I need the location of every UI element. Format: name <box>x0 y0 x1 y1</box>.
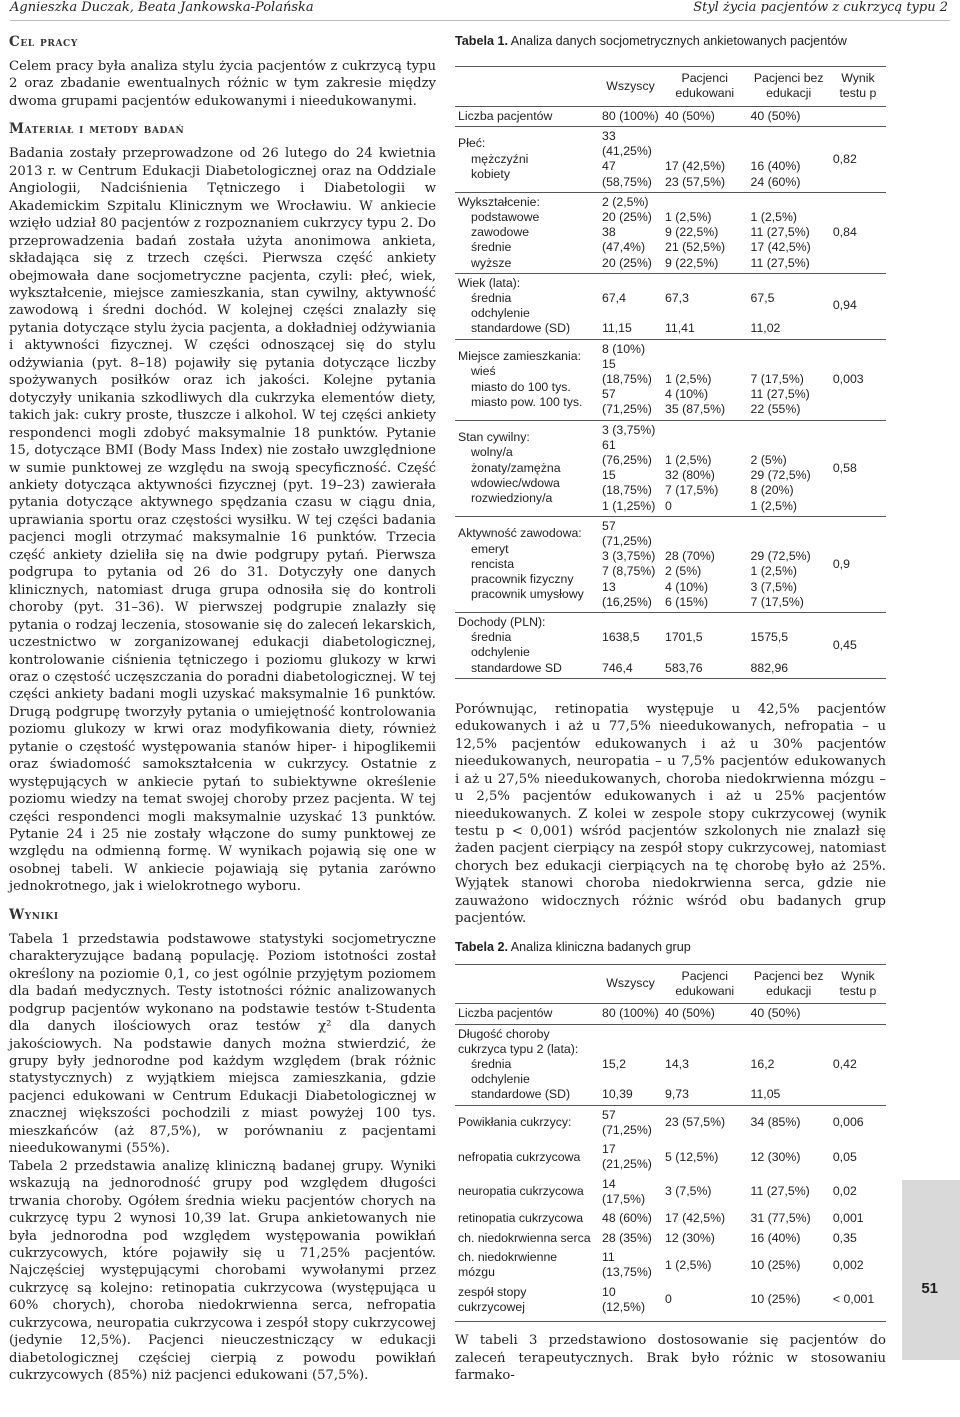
table-cell-line: 8 (20%) <box>750 483 794 498</box>
table2-empty-cell <box>830 1317 886 1322</box>
table-cell-line: 28 (70%) <box>665 549 715 564</box>
table2-row-label: ch. niedokrwienna serca <box>458 1230 591 1245</box>
table1-header-cell: Wszyscy <box>599 67 662 107</box>
table1-group-title: Miejsce zamieszkania: <box>458 349 582 364</box>
table1-row-label: rozwiedziony/a <box>471 490 553 505</box>
table1-row-label: pracownik umysłowy <box>471 587 584 602</box>
table1-value-cell <box>662 420 748 516</box>
table1 <box>455 66 886 679</box>
table2-row-label: nefropatia cukrzycowa <box>458 1149 581 1164</box>
table-cell-line: 2 (5%) <box>750 452 787 467</box>
paragraph-porownujac: Porównując, retinopatia występuje u 42,5% pacjentów edukowanych i aż u 77,5% nieedukowanych, nefropatia – u 12,5% pacjentów edukowanych i aż u 30% pacjentów nieedukowanych, neuropatia – u 7,5% pacjentów edukowanych i aż u 27,5% nieedukowanych, choroba niedokrwienna mózgu – u 2,5% pacjentów edukowanych i aż u 25% pacjentów nieedukowanych. Z kolei w zespole stopy cukrzycowej (wynik testu p < 0,001) wśród pacjentów szkolonych nie znalazł się żaden pacjent cierpiący na zespół stopy cukrzycowej, natomiast chorych bez edukacji cierpiących na tę chorobę było aż 25%. Wyjątek stanowi choroba niedokrwienna serca, gdzie nie zauważono widocznych różnic wśród obu badanych grup pacjentów. <box>455 701 886 927</box>
table2-p-value: 0,002 <box>832 1257 864 1272</box>
paragraph-cel: Celem pracy była analiza stylu życia pacjentów z cukrzycą typu 2 oraz zbadanie ewentualnych różnic w tym zakresie między dwoma grupami pacjentów edukowanymi i nieedukowanymi. <box>9 59 436 109</box>
table-cell-line: 38 (47,4%) <box>602 225 646 255</box>
table2-header-cell <box>455 964 599 1004</box>
table2-complication-row <box>455 1283 886 1318</box>
table2-cell: Liczba pacjentów <box>455 1004 599 1024</box>
table1-p-value: 0,9 <box>830 516 886 612</box>
table2-p-value: < 0,001 <box>832 1292 875 1307</box>
table1-row-label: średnia <box>471 630 512 645</box>
table2 <box>455 964 886 1322</box>
table2-p-value: 0,35 <box>832 1230 857 1245</box>
table2-value-cell: 28 (35%) <box>602 1230 652 1245</box>
table1-group-label <box>455 339 599 420</box>
table1-row-label: podstawowe <box>471 209 540 224</box>
table1-value-cell <box>599 516 662 612</box>
table1-group-label <box>455 612 599 678</box>
paragraph-wyniki-2: Tabela 2 przedstawia analizę kliniczną badanej grupy. Wyniki wskazują na jednorodność grupy pod względem długości trwania choroby. Ogółem średnia wieku pacjentów chorych na cukrzycę typu 2 wynosi 10,39 lat. Grupa ankietowanych nie była jednorodna pod względem występowania powikłań cukrzycowych, które pojawiły się u 71,25% pacjentów. Najczęściej występującymi chorobami wywołanymi przez cukrzycę są kolejno: retinopatia cukrzycowa (występująca u 60% chorych), choroba niedokrwienna serca, nefropatia cukrzycowa, neuropatia cukrzycowa i zespół stopy cukrzycowej (jedynie 12,5%). Pacjenci nieuczestniczący w edukacji diabetologicznej częściej cierpią z powodu powikłań cukrzycowych (85%) niż pacjenci edukowani (57,5%). <box>9 1158 436 1384</box>
table2-cell: 80 (100%) <box>599 1004 662 1024</box>
table1-value-cell <box>662 192 748 273</box>
table2-complication-row <box>455 1209 886 1228</box>
table2-value-cell: 12 (30%) <box>750 1149 801 1164</box>
table-cell-line: 3 (3,75%) <box>602 549 656 564</box>
table1-value-cell <box>748 273 830 339</box>
table-cell-line <box>602 645 659 660</box>
table-cell-line <box>751 306 827 321</box>
table1-caption <box>455 34 886 48</box>
table1-cell: 40 (50%) <box>662 106 748 126</box>
table-cell-line: 57 (71,25%) <box>602 387 652 417</box>
header-rule <box>10 20 950 21</box>
table-cell-line: 4 (10%) <box>665 387 709 402</box>
table1-row-label: średnia <box>471 290 512 305</box>
table2-row-label: standardowe (SD) <box>471 1087 571 1102</box>
table2-row-label: odchylenie <box>471 1072 530 1087</box>
table-cell-line: 61 (76,25%) <box>602 437 652 467</box>
table-cell-line: 17 (42,5%) <box>665 159 726 174</box>
table2-value-cell: 16 (40%) <box>750 1230 801 1245</box>
table1-row-label: rencista <box>471 556 515 571</box>
table-cell-line: 47 (58,75%) <box>602 159 652 189</box>
table2-value-cell <box>599 1024 662 1105</box>
table1-row-label: wdowiec/wdowa <box>471 475 560 490</box>
table2-value-cell: 48 (60%) <box>602 1211 652 1226</box>
table-cell-line <box>665 645 745 660</box>
running-header-authors: Agnieszka Duczak, Beata Jankowska-Polańska <box>10 0 314 15</box>
table1-header-row <box>455 67 886 107</box>
section-heading-wyniki: Wyniki <box>9 906 59 923</box>
table-cell-line <box>665 306 745 321</box>
page-edge-tab <box>902 1180 960 1360</box>
table2-value-cell: 57 (71,25%) <box>602 1107 652 1137</box>
table1-p-value: 0,84 <box>830 192 886 273</box>
section-heading-cel: Cel pracy <box>9 34 78 50</box>
table1-row-label: mężczyźni <box>471 151 529 166</box>
table1-group-label <box>455 420 599 516</box>
table1-value-cell <box>599 339 662 420</box>
table2-value-cell: 11 (27,5%) <box>750 1184 810 1199</box>
table-cell-line: 3 (3,75%) <box>602 422 656 437</box>
table2-group-title: Długość choroby cukrzyca typu 2 (lata): <box>458 1026 579 1056</box>
table-cell-line: 67,4 <box>602 290 626 305</box>
table-cell-line: 33 (41,25%) <box>602 128 652 159</box>
table-cell-line: 11,41 <box>665 321 695 336</box>
table2-value-cell: 12 (30%) <box>665 1230 715 1245</box>
left-column <box>9 34 436 1385</box>
table-cell-line: 29 (72,5%) <box>750 468 811 483</box>
table-cell-line: 9 (22,5%) <box>665 255 719 270</box>
table1-group-title: Aktywność zawodowa: <box>458 526 582 541</box>
table1-p-value: 0,45 <box>830 612 886 678</box>
table1-label: Tabela 1. <box>455 34 508 48</box>
table-cell-line: 11,05 <box>750 1087 781 1102</box>
table2-value-cell: 10 (25%) <box>750 1257 801 1272</box>
table-cell-line: 20 (25%) <box>602 209 652 224</box>
table-cell-line <box>602 306 659 321</box>
table2-empty-cell <box>662 1317 748 1322</box>
table-cell-line: 1 (2,5%) <box>665 209 712 224</box>
table-cell-line: 11,15 <box>602 321 632 336</box>
table1-value-cell <box>662 126 748 192</box>
table2-cell <box>830 1004 886 1024</box>
table2-row-label: średnia <box>471 1056 512 1071</box>
table-cell-line: 1575,5 <box>750 630 789 645</box>
table2-value-cell: 5 (12,5%) <box>665 1149 719 1164</box>
right-column <box>455 34 886 1385</box>
table2-header-row <box>455 964 886 1004</box>
table2-p-value: 0,05 <box>832 1149 857 1164</box>
table1-cell: 80 (100%) <box>599 106 662 126</box>
table-cell-line: 746,4 <box>602 660 633 675</box>
table-cell-line: 15 (18,75%) <box>602 468 652 498</box>
table2-row-label: zespół stopy cukrzycowej <box>458 1284 527 1314</box>
table2-p-value: 0,02 <box>832 1184 857 1199</box>
table-cell-line: 0 <box>665 498 672 513</box>
table2-header-cell: Wynik testu p <box>830 964 886 1004</box>
table1-group-row <box>455 192 886 273</box>
table-cell-line: 1 (1,25%) <box>602 498 656 513</box>
table-cell-line: 4 (10%) <box>665 579 709 594</box>
table-cell-line: 7 (17,5%) <box>750 371 804 386</box>
table-cell-line: 1 (2,5%) <box>665 371 712 386</box>
table1-value-cell <box>662 339 748 420</box>
table-cell-line: 13 (16,25%) <box>602 579 652 609</box>
table2-cell: 40 (50%) <box>662 1004 748 1024</box>
table2-value-cell: 23 (57,5%) <box>665 1115 726 1130</box>
table-cell-line: 7 (17,5%) <box>665 483 719 498</box>
table-cell-line: 7 (8,75%) <box>602 564 656 579</box>
table1-value-cell <box>599 192 662 273</box>
paragraph-tabela3: W tabeli 3 przedstawiono dostosowanie się pacjentów do zaleceń terapeutycznych. Brak było różnic w stosowaniu farmako- <box>455 1333 886 1384</box>
table2-value-cell: 34 (85%) <box>750 1115 801 1130</box>
table1-group-row <box>455 516 886 612</box>
table-cell-line: 16 (40%) <box>750 159 801 174</box>
table2-empty-cell <box>599 1317 662 1322</box>
table-cell-line: 583,76 <box>665 660 703 675</box>
table2-value-cell: 3 (7,5%) <box>665 1184 712 1199</box>
table1-value-cell <box>748 420 830 516</box>
table1-row-label: wyższe <box>471 255 512 270</box>
table2-header-cell: Pacjenci edukowani <box>662 964 748 1004</box>
table2-value-cell <box>662 1024 748 1105</box>
table-cell-line <box>665 1072 745 1087</box>
table-cell-line: 9,73 <box>665 1087 689 1102</box>
table-cell-line: 15,2 <box>602 1056 626 1071</box>
table-cell-line: 1 (2,5%) <box>665 452 712 467</box>
table1-group-title: Stan cywilny: <box>458 430 530 445</box>
table1-row-label: wolny/a <box>471 445 513 460</box>
table2-complication-row <box>455 1317 886 1322</box>
table1-value-cell <box>662 612 748 678</box>
table-cell-line: 2 (2,5%) <box>602 194 649 209</box>
table1-cell: Liczba pacjentów <box>455 106 599 126</box>
table2-value-cell <box>748 1024 830 1105</box>
table2-complication-row <box>455 1248 886 1283</box>
table2-value-cell: 11 (13,75%) <box>602 1249 652 1280</box>
table2-complications-title-row <box>455 1105 886 1140</box>
table2-header-cell: Wszyscy <box>599 964 662 1004</box>
table1-header-cell: Pacjenci bez edukacji <box>748 67 830 107</box>
table2-complication-row <box>455 1175 886 1210</box>
table-cell-line: 10,39 <box>602 1087 633 1102</box>
table1-row-label: pracownik fizyczny <box>471 571 574 586</box>
table-cell-line: 1 (2,5%) <box>750 209 798 224</box>
table2-group-title: Powikłania cukrzycy: <box>458 1115 572 1130</box>
paragraph-metody: Badania zostały przeprowadzone od 26 lutego do 24 kwietnia 2013 r. w Centrum Edukacji Diabetologicznej oraz na Oddziale Angiologii, Nadciśnienia Tętniczego i Diabetologii w Akademickim Szpitalu Klinicznym we Wrocławiu. W ankiecie wzięło udział 80 pacjentów z rozpoznaniem cukrzycy typu 2. Do przeprowadzenia badań została użyta anonimowa ankieta, składająca się z trzech części. Pierwsza część ankiety obejmowała dane socjometryczne pacjenta, czyli: płeć, wiek, wykształcenie, miejsce zamieszkania, stan cywilny, aktywność zawodową i średni dochód. W kolejnej części znalazły się pytania dotyczące stylu życia pacjenta, a dokładniej odżywiania i aktywności fizycznej. W części odnoszącej się do stylu odżywiania (pyt. 8–18) pojawiły się pytania dotyczące liczby spożywanych posiłków oraz ich jakości. Kolejne pytania dotyczyły unikania szkodliwych dla cukrzyka elementów diety, takich jak: cukry proste, tłuszcze i alkohol. W tej części ankiety respondenci mogli zdobyć maksymalnie 18 punktów. Pytanie 15, dotyczące BMI (Body Mass Index) nie zostało uwzględnione w sumie punktowej ze względu na swoją specyficzność. Część ankiety dotycząca aktywności fizycznej (pyt. 19–23) zawierała pytania dotyczące aktywnego spędzania czasu w ciągu dnia, uprawiania sportu oraz częstości wysiłku. W tej części badania pacjenci mogli otrzymać maksymalnie 16 punktów. Trzecia część ankiety dzieliła się na dwie podgrupy pytań. Pierwsza podgrupa to pytania od 26 do 31. Dotyczyły one danych klinicznych, natomiast druga grupa odnosiła się do kontroli choroby (pyt. 31–36). W pierwszej podgrupie znalazły się pytania o rodzaj leczenia, stosowanie się do zaleceń lekarskich, uczestnictwo w zorganizowanej edukacji diabetologicznej, kontrolowanie ciśnienia tętniczego i poziomu glukozy w krwi oraz o częstość uczęszczania do poradni diabetologicznej. W tej części ankiety badani mogli uzyskać maksymalnie 16 punktów. Drugą podgrupę tworzyły pytania o umiejętność kontrolowania poziomu glukozy w krwi oraz modyfikowania diety, również pytanie o częstość występowania stanów hiper- i hipoglikemii oraz świadomość samokształcenia w cukrzycy. Ostatnie z występujących w ankiecie pytań to subiektywne określenie poziomu wiedzy na temat swojej choroby przez pacjenta. W tej części respondenci mogli maksymalnie uzyskać 13 punktów. Pytanie 24 i 25 nie zostały włączone do sumy punktowej ze względu na odmienną formę. W wynikach pojawią się one w osobnej tabeli. W ankiecie pojawiają się pytania zarówno jednokrotnego, jak i wielokrotnego wyboru. <box>9 146 436 895</box>
table-cell-line: 882,96 <box>750 660 789 675</box>
page-number: 51 <box>921 1280 938 1297</box>
table2-complication-row <box>455 1229 886 1248</box>
table-cell-line: 35 (87,5%) <box>665 402 726 417</box>
table1-group-label <box>455 273 599 339</box>
table1-title: Analiza danych socjometrycznych ankietowanych pacjentów <box>510 34 847 48</box>
table1-p-value: 0,003 <box>830 339 886 420</box>
table-cell-line: 22 (55%) <box>750 402 801 417</box>
table1-value-cell <box>748 612 830 678</box>
table-cell-line: 11 (27,5%) <box>750 225 810 240</box>
table-cell-line: 7 (17,5%) <box>750 594 804 609</box>
table2-value-cell: 10 (12,5%) <box>602 1284 646 1314</box>
table2-value-cell: 10 (25%) <box>750 1292 801 1307</box>
table-cell-line: 1 (2,5%) <box>750 498 798 513</box>
table1-value-cell <box>748 339 830 420</box>
table-cell-line: 1 (2,5%) <box>750 564 798 579</box>
table-cell-line: 14,3 <box>665 1056 689 1071</box>
table1-value-cell <box>599 612 662 678</box>
table-cell-line: 11 (27,5%) <box>750 255 810 270</box>
table1-value-cell <box>599 420 662 516</box>
table2-cell: 40 (50%) <box>748 1004 830 1024</box>
table-cell-line: 21 (52,5%) <box>665 240 726 255</box>
table1-row-label: miasto pow. 100 tys. <box>471 394 583 409</box>
table1-value-cell <box>599 126 662 192</box>
table1-group-row <box>455 273 886 339</box>
table1-p-value: 0,58 <box>830 420 886 516</box>
running-header-title: Styl życia pacjentów z cukrzycą typu 2 <box>693 0 948 15</box>
table-cell-line: 6 (15%) <box>665 594 709 609</box>
table-cell-line: 8 (10%) <box>602 341 646 356</box>
table2-caption <box>455 940 886 954</box>
table-cell-line: 15 (18,75%) <box>602 356 652 386</box>
table-cell-line: 67,3 <box>665 290 689 305</box>
table1-group-row <box>455 126 886 192</box>
table2-group-label <box>455 1024 599 1105</box>
table1-value-cell <box>748 126 830 192</box>
table1-row-label: żonaty/zamężna <box>471 460 561 475</box>
table2-value-cell: 14 (17,5%) <box>602 1176 646 1207</box>
table1-header-cell: Wynik testu p <box>830 67 886 107</box>
table2-label: Tabela 2. <box>455 939 508 954</box>
table1-value-cell <box>748 516 830 612</box>
table2-title: Analiza kliniczna badanych grup <box>510 939 691 954</box>
table1-group-row <box>455 612 886 678</box>
table2-row-label: retinopatia cukrzycowa <box>458 1211 584 1226</box>
table2-header-cell: Pacjenci bez edukacji <box>748 964 830 1004</box>
table2-row-label: neuropatia cukrzycowa <box>458 1184 584 1199</box>
table2-value-cell: 0 <box>665 1292 672 1307</box>
table2-p-value: 0,006 <box>832 1115 864 1130</box>
table1-row-label: miasto do 100 tys. <box>471 379 571 394</box>
table2-complication-row <box>455 1140 886 1175</box>
table1-row-label: kobiety <box>471 166 510 181</box>
table-cell-line: 1701,5 <box>665 630 703 645</box>
table-cell-line: 67,5 <box>750 290 775 305</box>
table1-group-label <box>455 126 599 192</box>
table1-group-title: Dochody (PLN): <box>458 614 546 629</box>
table-cell-line <box>602 1072 659 1087</box>
table-cell-line: 3 (7,5%) <box>750 579 798 594</box>
table2-value-cell: 17 (42,5%) <box>665 1211 726 1226</box>
table1-row-label: standardowe SD <box>471 660 562 675</box>
table-cell-line: 23 (57,5%) <box>665 174 726 189</box>
table1-group-title: Wykształcenie: <box>458 194 540 209</box>
table1-group-row <box>455 420 886 516</box>
table-cell-line: 9 (22,5%) <box>665 225 719 240</box>
table-cell-line: 2 (5%) <box>665 564 702 579</box>
table2-row-label: ch. niedokrwienne mózgu <box>458 1249 558 1280</box>
table1-value-cell <box>662 273 748 339</box>
table-cell-line: 20 (25%) <box>602 255 652 270</box>
table1-group-label <box>455 192 599 273</box>
table1-group-title: Wiek (lata): <box>458 275 521 290</box>
table-cell-line: 32 (80%) <box>665 468 715 483</box>
table1-row-label: standardowe (SD) <box>471 321 571 336</box>
table-cell-line: 24 (60%) <box>750 174 801 189</box>
table-cell-line: 11,02 <box>750 321 781 336</box>
table1-group-row <box>455 339 886 420</box>
table-cell-line: 57 (71,25%) <box>602 518 652 548</box>
table2-duration-row <box>455 1024 886 1105</box>
table1-cell: 40 (50%) <box>748 106 830 126</box>
table1-header-cell: Pacjenci edukowani <box>662 67 748 107</box>
table2-value-cell: 1 (2,5%) <box>665 1257 712 1272</box>
table1-row-label: emeryt <box>471 541 509 556</box>
table-cell-line: 16,2 <box>750 1056 775 1071</box>
table1-p-value: 0,82 <box>830 126 886 192</box>
table1-group-label <box>455 516 599 612</box>
table1-row-label: wieś <box>471 364 496 379</box>
table-cell-line: 1638,5 <box>602 630 640 645</box>
table2-empty-cell <box>748 1317 830 1322</box>
table1-group-title: Płeć: <box>458 136 486 151</box>
table1-value-cell <box>748 192 830 273</box>
table1-count-row <box>455 106 886 126</box>
table2-count-row <box>455 1004 886 1024</box>
table1-header-cell <box>455 67 599 107</box>
table-cell-line <box>751 1072 827 1087</box>
table2-row-label <box>455 1317 599 1322</box>
table1-row-label: odchylenie <box>471 645 530 660</box>
table1-p-value: 0,94 <box>830 273 886 339</box>
table-cell-line <box>751 645 827 660</box>
table2-value-cell: 17 (21,25%) <box>602 1142 652 1172</box>
table1-row-label: średnie <box>471 240 512 255</box>
table1-cell <box>830 106 886 126</box>
table-cell-line: 11 (27,5%) <box>750 387 810 402</box>
table1-row-label: odchylenie <box>471 306 530 321</box>
table-cell-line: 17 (42,5%) <box>750 240 811 255</box>
table2-p-value: 0,42 <box>830 1024 886 1105</box>
table1-value-cell <box>662 516 748 612</box>
table2-p-value: 0,001 <box>832 1211 864 1226</box>
section-heading-metody: Materiał i metody badań <box>9 121 185 138</box>
table1-value-cell <box>599 273 662 339</box>
table2-value-cell: 31 (77,5%) <box>750 1211 811 1226</box>
paragraph-wyniki-1: Tabela 1 przedstawia podstawowe statystyki socjometryczne charakteryzujące badaną populację. Poziom istotności został określony na poziomie 0,1, co jest ogólnie przyjętym poziomem dla badań medycznych. Testy istotności różnic analizowanych podgrup pacjentów wykonano na podstawie testów t-Studenta dla danych ilościowych oraz testów χ² dla danych jakościowych. Na podstawie danych można stwierdzić, że grupy były jednorodne pod każdym względem (brak różnic statystycznych) z wyjątkiem miejsca zamieszkania, gdzie pacjenci edukowani w Centrum Edukacji Diabetologicznej w znacznej większości pochodzili z miast powyżej 100 tys. mieszkańców (aż 87,5%), w porównaniu z pacjentami nieedukowanymi (55%). <box>9 931 436 1157</box>
table-cell-line: 29 (72,5%) <box>750 549 811 564</box>
table1-row-label: zawodowe <box>471 225 530 240</box>
